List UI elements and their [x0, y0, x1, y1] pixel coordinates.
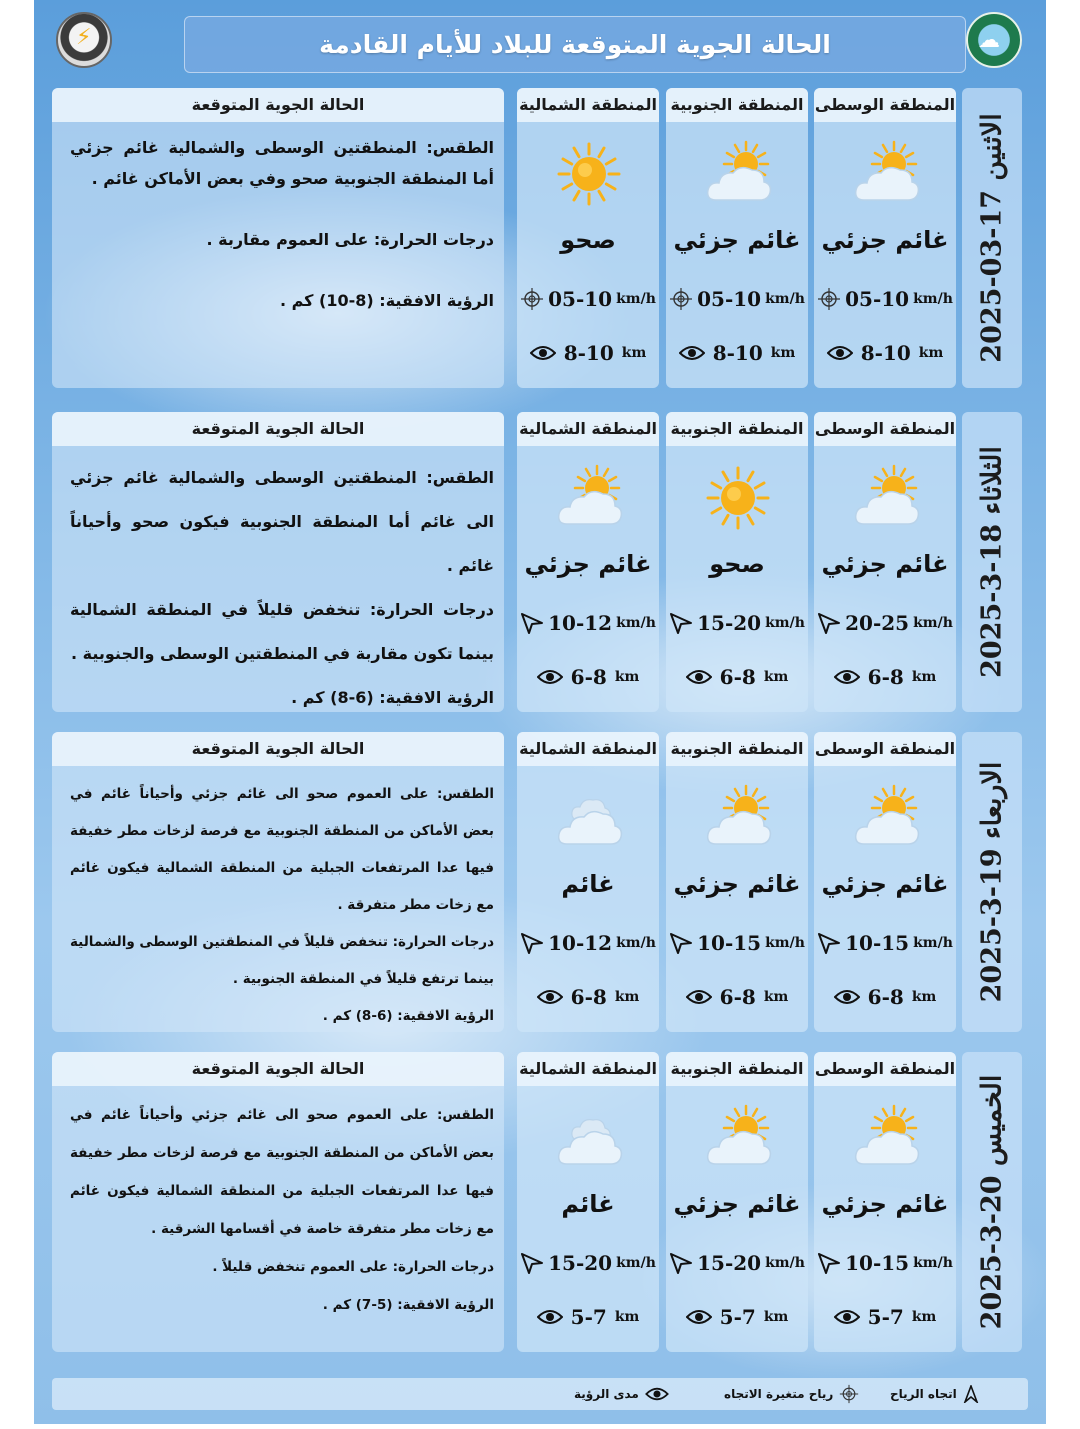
meteorology-authority-logo — [966, 12, 1022, 68]
region-name: المنطقة الشمالية — [517, 88, 659, 122]
date-column — [962, 1052, 1022, 1352]
forecast-heading: الحالة الجوية المتوقعة — [52, 1052, 504, 1086]
day-name: الخميس — [976, 1074, 1008, 1167]
region-card — [517, 1052, 659, 1352]
wind-unit: km/h — [616, 1255, 656, 1271]
weather-condition: صحو — [709, 550, 765, 578]
forecast-paragraph: درجات الحرارة: على العموم تنخفض قليلاً . — [212, 1259, 494, 1275]
visibility-value: 5-7 — [719, 1305, 756, 1329]
visibility — [517, 338, 659, 368]
wind-value: 10-15 — [697, 931, 762, 955]
wind-direction-icon — [520, 611, 544, 635]
forecast-paragraph: الرؤية الافقية: (6-8) كم . — [291, 688, 494, 707]
visibility-value: 5-7 — [570, 1305, 607, 1329]
visibility-value: 8-10 — [563, 341, 614, 365]
partly-cloudy-icon — [850, 784, 922, 852]
legend-visibility-label: مدى الرؤية — [574, 1387, 639, 1401]
eye-icon — [537, 988, 563, 1006]
visibility-unit: km — [614, 989, 640, 1005]
forecast-heading: الحالة الجوية المتوقعة — [52, 412, 504, 446]
region-card — [517, 412, 659, 712]
forecast-text-panel — [52, 88, 504, 388]
forecast-text-panel — [52, 732, 504, 1032]
legend-visibility — [574, 1378, 669, 1410]
wind-unit: km/h — [765, 291, 805, 307]
region-card — [666, 732, 808, 1032]
visibility — [814, 338, 956, 368]
forecast-text-panel — [52, 1052, 504, 1352]
wind-speed — [517, 1248, 659, 1278]
visibility-value: 6-8 — [719, 665, 756, 689]
forecast-paragraph: الرؤية الافقية: (8-10) كم . — [279, 291, 494, 310]
wind-unit: km/h — [616, 615, 656, 631]
wind-direction-icon — [817, 1251, 841, 1275]
wind-unit: km/h — [765, 1255, 805, 1271]
forecast-heading: الحالة الجوية المتوقعة — [52, 732, 504, 766]
legend-variable-wind — [724, 1378, 859, 1410]
wind-direction-icon — [669, 611, 693, 635]
eye-icon — [834, 668, 860, 686]
day-name: الاثنين — [976, 113, 1008, 181]
variable-wind-icon — [520, 287, 544, 311]
region-name: المنطقة الوسطى — [814, 1052, 956, 1086]
eye-icon — [834, 988, 860, 1006]
wind-value: 15-20 — [697, 611, 762, 635]
sunny-icon — [702, 464, 774, 532]
partly-cloudy-icon — [850, 1104, 922, 1172]
wind-value: 10-12 — [548, 931, 613, 955]
region-name: المنطقة الشمالية — [517, 1052, 659, 1086]
wind-direction-icon — [520, 1251, 544, 1275]
weather-condition: غائم — [561, 1190, 615, 1218]
visibility-unit: km — [911, 989, 937, 1005]
wind-unit: km/h — [913, 1255, 953, 1271]
eye-icon — [834, 1308, 860, 1326]
variable-wind-icon — [669, 287, 693, 311]
eye-icon — [686, 1308, 712, 1326]
eye-icon — [679, 344, 705, 362]
weather-condition: غائم جزئي — [821, 1190, 949, 1218]
cloud-icon: ☁ — [978, 28, 1000, 53]
visibility-unit: km — [763, 989, 789, 1005]
weather-condition: غائم جزئي — [821, 550, 949, 578]
variable-wind-icon — [839, 1384, 859, 1404]
wind-value: 05-10 — [845, 287, 910, 311]
sunny-icon — [553, 140, 625, 208]
wind-direction-icon — [963, 1385, 979, 1403]
wind-speed — [517, 608, 659, 638]
visibility — [666, 338, 808, 368]
cloudy-icon — [553, 784, 625, 852]
weather-condition: غائم جزئي — [673, 226, 801, 254]
wind-speed — [517, 928, 659, 958]
wind-speed — [814, 284, 956, 314]
wind-value: 10-12 — [548, 611, 613, 635]
wind-speed — [814, 608, 956, 638]
weather-condition: غائم — [561, 870, 615, 898]
region-name: المنطقة الجنوبية — [666, 732, 808, 766]
legend — [52, 1378, 1028, 1410]
wind-direction-icon — [817, 611, 841, 635]
weather-condition: غائم جزئي — [673, 870, 801, 898]
wind-speed — [666, 284, 808, 314]
visibility-value: 6-8 — [867, 665, 904, 689]
visibility — [814, 662, 956, 692]
region-name: المنطقة الجنوبية — [666, 412, 808, 446]
region-card — [814, 1052, 956, 1352]
region-card — [814, 412, 956, 712]
visibility-value: 6-8 — [867, 985, 904, 1009]
region-card — [814, 88, 956, 388]
header-bar — [184, 16, 966, 73]
visibility-value: 8-10 — [712, 341, 763, 365]
visibility-value: 6-8 — [570, 985, 607, 1009]
forecast-paragraph: درجات الحرارة: تنخفض قليلاً في المنطقتين الوسطى والشمالية بينما ترتفع قليلاً في المنطقة الجنوبية . — [70, 934, 494, 987]
weather-condition: غائم جزئي — [524, 550, 652, 578]
wind-unit: km/h — [913, 935, 953, 951]
visibility — [666, 662, 808, 692]
wind-speed — [666, 1248, 808, 1278]
region-card — [666, 412, 808, 712]
visibility — [666, 1302, 808, 1332]
region-card — [814, 732, 956, 1032]
eye-icon — [686, 668, 712, 686]
forecast-center-logo — [56, 12, 112, 68]
region-name: المنطقة الشمالية — [517, 412, 659, 446]
eye-icon — [645, 1386, 669, 1402]
visibility — [517, 662, 659, 692]
visibility — [814, 982, 956, 1012]
forecast-text-panel — [52, 412, 504, 712]
wind-value: 15-20 — [548, 1251, 613, 1275]
visibility-unit: km — [918, 345, 944, 361]
weather-condition: غائم جزئي — [673, 1190, 801, 1218]
legend-wind-direction-label: اتجاه الرياح — [890, 1387, 957, 1401]
forecast-paragraph: درجات الحرارة: على العموم مقاربة . — [206, 230, 494, 249]
forecast-paragraph: الرؤية الافقية: (6-8) كم . — [322, 1008, 494, 1024]
date: 2025-3-18 — [976, 523, 1008, 678]
wind-value: 05-10 — [548, 287, 613, 311]
day-row — [50, 88, 1028, 398]
date-column — [962, 88, 1022, 388]
day-name: الاربعاء — [976, 761, 1008, 840]
forecast-paragraph: الرؤية الافقية: (5-7) كم . — [322, 1297, 494, 1313]
wind-unit: km/h — [765, 935, 805, 951]
date: 2025-3-20 — [976, 1175, 1008, 1330]
cloudy-icon — [553, 1104, 625, 1172]
visibility — [517, 1302, 659, 1332]
wind-direction-icon — [520, 931, 544, 955]
region-name: المنطقة الشمالية — [517, 732, 659, 766]
date-column — [962, 732, 1022, 1032]
visibility-unit: km — [614, 669, 640, 685]
region-name: المنطقة الوسطى — [814, 88, 956, 122]
region-card — [666, 88, 808, 388]
forecast-paragraph: درجات الحرارة: تنخفض قليلاً في المنطقة الشمالية بينما تكون مقاربة في المنطقتين الوسطى والجنوبية . — [70, 600, 494, 663]
wind-unit: km/h — [765, 615, 805, 631]
eye-icon — [530, 344, 556, 362]
visibility-unit: km — [763, 1309, 789, 1325]
legend-variable-wind-label: رياح متغيرة الاتجاه — [724, 1387, 834, 1401]
wind-speed — [814, 1248, 956, 1278]
visibility-unit: km — [763, 669, 789, 685]
wind-speed — [666, 608, 808, 638]
partly-cloudy-icon — [702, 140, 774, 208]
partly-cloudy-icon — [702, 1104, 774, 1172]
visibility-unit: km — [614, 1309, 640, 1325]
visibility-unit: km — [621, 345, 647, 361]
wind-speed — [666, 928, 808, 958]
weather-condition: غائم جزئي — [821, 226, 949, 254]
wind-value: 10-15 — [845, 1251, 910, 1275]
wind-value: 05-10 — [697, 287, 762, 311]
visibility-value: 6-8 — [570, 665, 607, 689]
visibility-value: 8-10 — [860, 341, 911, 365]
visibility-unit: km — [911, 1309, 937, 1325]
region-name: المنطقة الجنوبية — [666, 88, 808, 122]
wind-unit: km/h — [616, 291, 656, 307]
variable-wind-icon — [817, 287, 841, 311]
partly-cloudy-icon — [850, 140, 922, 208]
forecast-sheet — [34, 0, 1046, 1424]
region-card — [517, 88, 659, 388]
visibility-unit: km — [770, 345, 796, 361]
region-name: المنطقة الوسطى — [814, 412, 956, 446]
date: 2025-03-17 — [976, 189, 1008, 363]
page-title: الحالة الجوية المتوقعة للبلاد للأيام القادمة — [319, 30, 831, 59]
wind-unit: km/h — [616, 935, 656, 951]
wind-value: 20-25 — [845, 611, 910, 635]
forecast-paragraph: الطقس: المنطقتين الوسطى والشمالية غائم جزئي أما المنطقة الجنوبية صحو وفي بعض الأماكن غائم . — [70, 138, 494, 188]
wind-direction-icon — [669, 931, 693, 955]
visibility-value: 5-7 — [867, 1305, 904, 1329]
wind-direction-icon — [817, 931, 841, 955]
day-row — [50, 732, 1028, 1042]
wind-unit: km/h — [913, 615, 953, 631]
weather-condition: غائم جزئي — [821, 870, 949, 898]
visibility-unit: km — [911, 669, 937, 685]
region-name: المنطقة الوسطى — [814, 732, 956, 766]
region-card — [666, 1052, 808, 1352]
day-row — [50, 1052, 1028, 1362]
date-column — [962, 412, 1022, 712]
visibility — [666, 982, 808, 1012]
wind-value: 15-20 — [697, 1251, 762, 1275]
forecast-heading: الحالة الجوية المتوقعة — [52, 88, 504, 122]
day-row — [50, 412, 1028, 722]
eye-icon — [827, 344, 853, 362]
forecast-paragraph: الطقس: على العموم صحو الى غائم جزئي وأحياناً غائم في بعض الأماكن من المنطقة الجنوبية مع فرصة لزخات مطر خفيفة فيها عدا المرتفعات الجبلية من المنطقة الشمالية فيكون غائم مع زخات مطر متفرقة خاصة في أقسامها الشرقية . — [70, 1107, 494, 1237]
wind-direction-icon — [669, 1251, 693, 1275]
weather-condition: صحو — [560, 226, 616, 254]
forecast-paragraph: الطقس: المنطقتين الوسطى والشمالية غائم جزئي الى غائم أما المنطقة الجنوبية فيكون صحو وأحياناً غائم . — [70, 468, 494, 575]
legend-wind-direction — [890, 1378, 979, 1410]
partly-cloudy-icon — [553, 464, 625, 532]
visibility — [517, 982, 659, 1012]
region-name: المنطقة الجنوبية — [666, 1052, 808, 1086]
wind-unit: km/h — [913, 291, 953, 307]
date: 2025-3-19 — [976, 848, 1008, 1003]
wind-speed — [814, 928, 956, 958]
visibility-value: 6-8 — [719, 985, 756, 1009]
region-card — [517, 732, 659, 1032]
wind-speed — [517, 284, 659, 314]
wind-value: 10-15 — [845, 931, 910, 955]
partly-cloudy-icon — [850, 464, 922, 532]
day-name: الثلاثاء — [976, 446, 1008, 515]
partly-cloudy-icon — [702, 784, 774, 852]
visibility — [814, 1302, 956, 1332]
eye-icon — [686, 988, 712, 1006]
forecast-paragraph: الطقس: على العموم صحو الى غائم جزئي وأحياناً غائم في بعض الأماكن من المنطقة الجنوبية مع فرصة لزخات مطر خفيفة فيها عدا المرتفعات الجبلية من المنطقة الشمالية فيكون غائم مع زخات مطر متفرقة . — [70, 786, 494, 913]
eye-icon — [537, 668, 563, 686]
lightning-icon: ⚡ — [76, 25, 92, 50]
eye-icon — [537, 1308, 563, 1326]
